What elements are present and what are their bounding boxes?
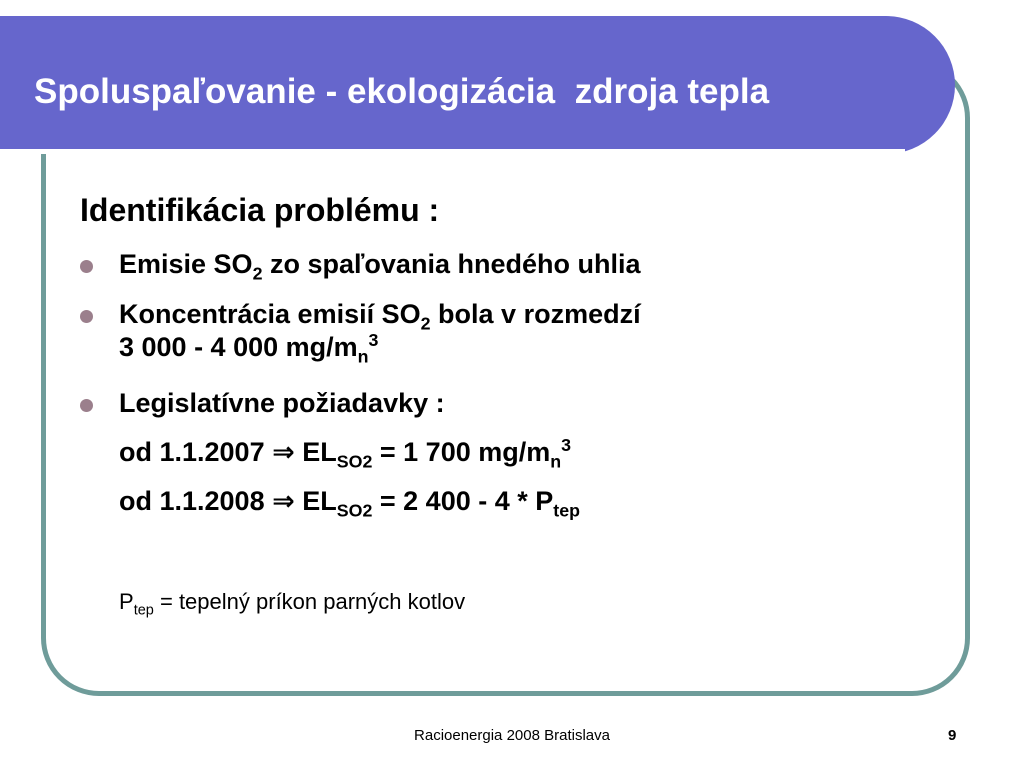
implies-arrow-icon: ⇒: [272, 437, 295, 467]
title-band: [0, 16, 955, 154]
bullet-icon: [80, 399, 93, 412]
definition-note: $P_{tep}$ = tepelný príkon parných kotlov: [119, 589, 466, 619]
implies-arrow-icon: ⇒: [272, 486, 295, 516]
bullet-icon: [80, 260, 93, 273]
bullet-text: Legislatívne požiadavky :: [119, 388, 445, 418]
title-underline: [0, 149, 905, 154]
footer-text: Racioenergia 2008 Bratislava: [414, 727, 610, 744]
bullet-text: Koncentrácia emisií $SO_2$ bola v rozmedzí 3 000 - 4 000 $mg/m_n^3$: [119, 299, 641, 367]
limit-2007: od 1.1.2007 ⇒ $EL_{SO2} = 1$ 700 $mg/m_n^3$: [119, 435, 572, 472]
limit-2008: od 1.1.2008 ⇒ $EL_{SO2} = 2$ $400 - 4 * P_{tep}$: [119, 486, 580, 521]
page-number: 9: [948, 727, 957, 744]
bullet-text: Emisie $SO_2$ zo spaľovania hnedého uhlia: [119, 249, 641, 284]
section-heading: Identifikácia problému :: [80, 192, 440, 228]
bullet-icon: [80, 310, 93, 323]
slide-title: Spoluspaľovanie - ekologizácia zdroja tepla: [34, 72, 770, 111]
